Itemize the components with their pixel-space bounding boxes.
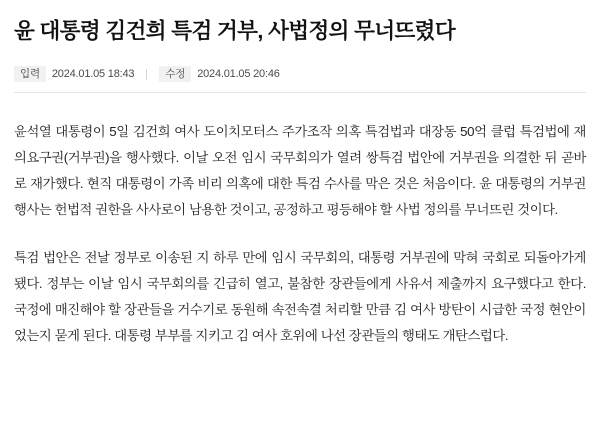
page-title: 윤 대통령 김건희 특검 거부, 사법정의 무너뜨렸다 [14, 19, 455, 43]
published-label: 입력 [14, 66, 46, 83]
meta-row [14, 66, 586, 83]
updated-label: 수정 [159, 66, 191, 83]
article-paragraph: 윤석열 대통령이 5일 김건희 여사 도이치모터스 주가조작 의혹 특검법과 대장동 50억 클럽 특검법에 재의요구권(거부권)을 행사했다. 이날 오전 임시 국무회의가 열려 쌍특검 법안에 거부권을 의결한 뒤 곧바로 재가했다. 현직 대통령이 가족 비리 의혹에 대한 특검 수사를 막은 것은 처음이다. 윤 대통령의 거부권 행사는 헌법적 권한을 사사로이 남용한 것이고, 공정하고 평등해야 할 사법 정의를 무너뜨린 것이다. [14, 124, 586, 218]
article-paragraph: 특검 법안은 전날 정부로 이송된 지 하루 만에 임시 국무회의, 대통령 거부권에 막혀 국회로 되돌아가게 됐다. 정부는 이날 임시 국무회의를 긴급히 열고, 불참한 장관들에게 사유서 제출까지 요구했다고 한다. 국정에 매진해야 할 장관들을 거수기로 동원해 속전속결 처리할 만큼 김 여사 방탄이 시급한 국정 현안이었는지 묻게 된다. 대통령 부부를 지키고 김 여사 호위에 나선 장관들의 행태도 개탄스럽다. [14, 250, 586, 343]
article-container [0, 18, 600, 349]
article-meta [14, 66, 586, 94]
article-body [14, 119, 586, 348]
published-value: 2024.01.05 18:43 [51, 68, 135, 81]
updated-value: 2024.01.05 20:46 [197, 68, 280, 81]
meta-divider [146, 69, 147, 80]
